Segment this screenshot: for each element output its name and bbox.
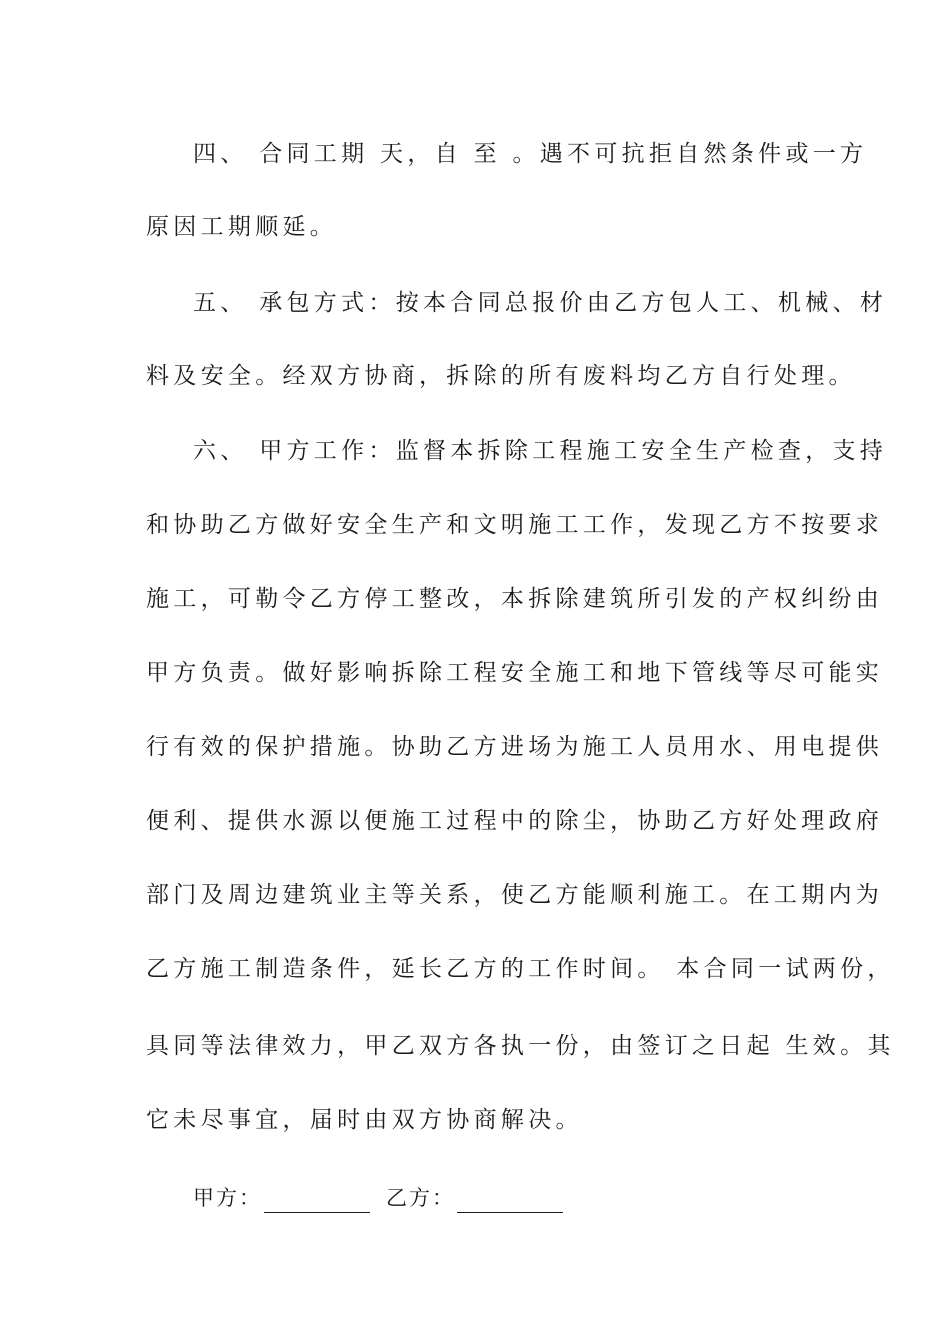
clause-6-line-2: 和协助乙方做好安全生产和文明施工工作，发现乙方不按要求 — [146, 512, 884, 538]
party-a-signature-blank — [264, 1190, 370, 1213]
clause-6-line-8: 乙方施工制造条件，延长乙方的工作时间。 本合同一试两份， — [146, 956, 895, 982]
signature-row — [193, 1183, 579, 1213]
party-a-label: 甲方： — [193, 1186, 262, 1210]
party-b-label: 乙方： — [386, 1186, 455, 1210]
clause-6-line-3: 施工，可勒令乙方停工整改，本拆除建筑所引发的产权纠纷由 — [146, 586, 884, 612]
clause-6-line-10: 它未尽事宜，届时由双方协商解决。 — [146, 1107, 583, 1133]
clause-6-line-7: 部门及周边建筑业主等关系，使乙方能顺利施工。在工期内为 — [146, 882, 884, 908]
party-b-signature-blank — [457, 1190, 563, 1213]
clause-4-line-2: 原因工期顺延。 — [146, 214, 338, 240]
clause-6-line-9: 具同等法律效力，甲乙双方各执一份，由签订之日起 生效。其 — [146, 1033, 895, 1059]
clause-6-line-5: 行有效的保护措施。协助乙方进场为施工人员用水、用电提供 — [146, 734, 884, 760]
clause-5-line-1: 五、 承包方式：按本合同总报价由乙方包人工、机械、材 — [193, 290, 888, 316]
clause-6-line-4: 甲方负责。做好影响拆除工程安全施工和地下管线等尽可能实 — [146, 660, 884, 686]
clause-4-line-1: 四、 合同工期 天，自 至 。遇不可抗拒自然条件或一方 — [193, 141, 868, 167]
clause-5-line-2: 料及安全。经双方协商，拆除的所有废料均乙方自行处理。 — [146, 363, 856, 389]
clause-6-line-6: 便利、提供水源以便施工过程中的除尘，协助乙方好处理政府 — [146, 808, 884, 834]
clause-6-line-1: 六、 甲方工作：监督本拆除工程施工安全生产检查，支持 — [193, 438, 888, 464]
